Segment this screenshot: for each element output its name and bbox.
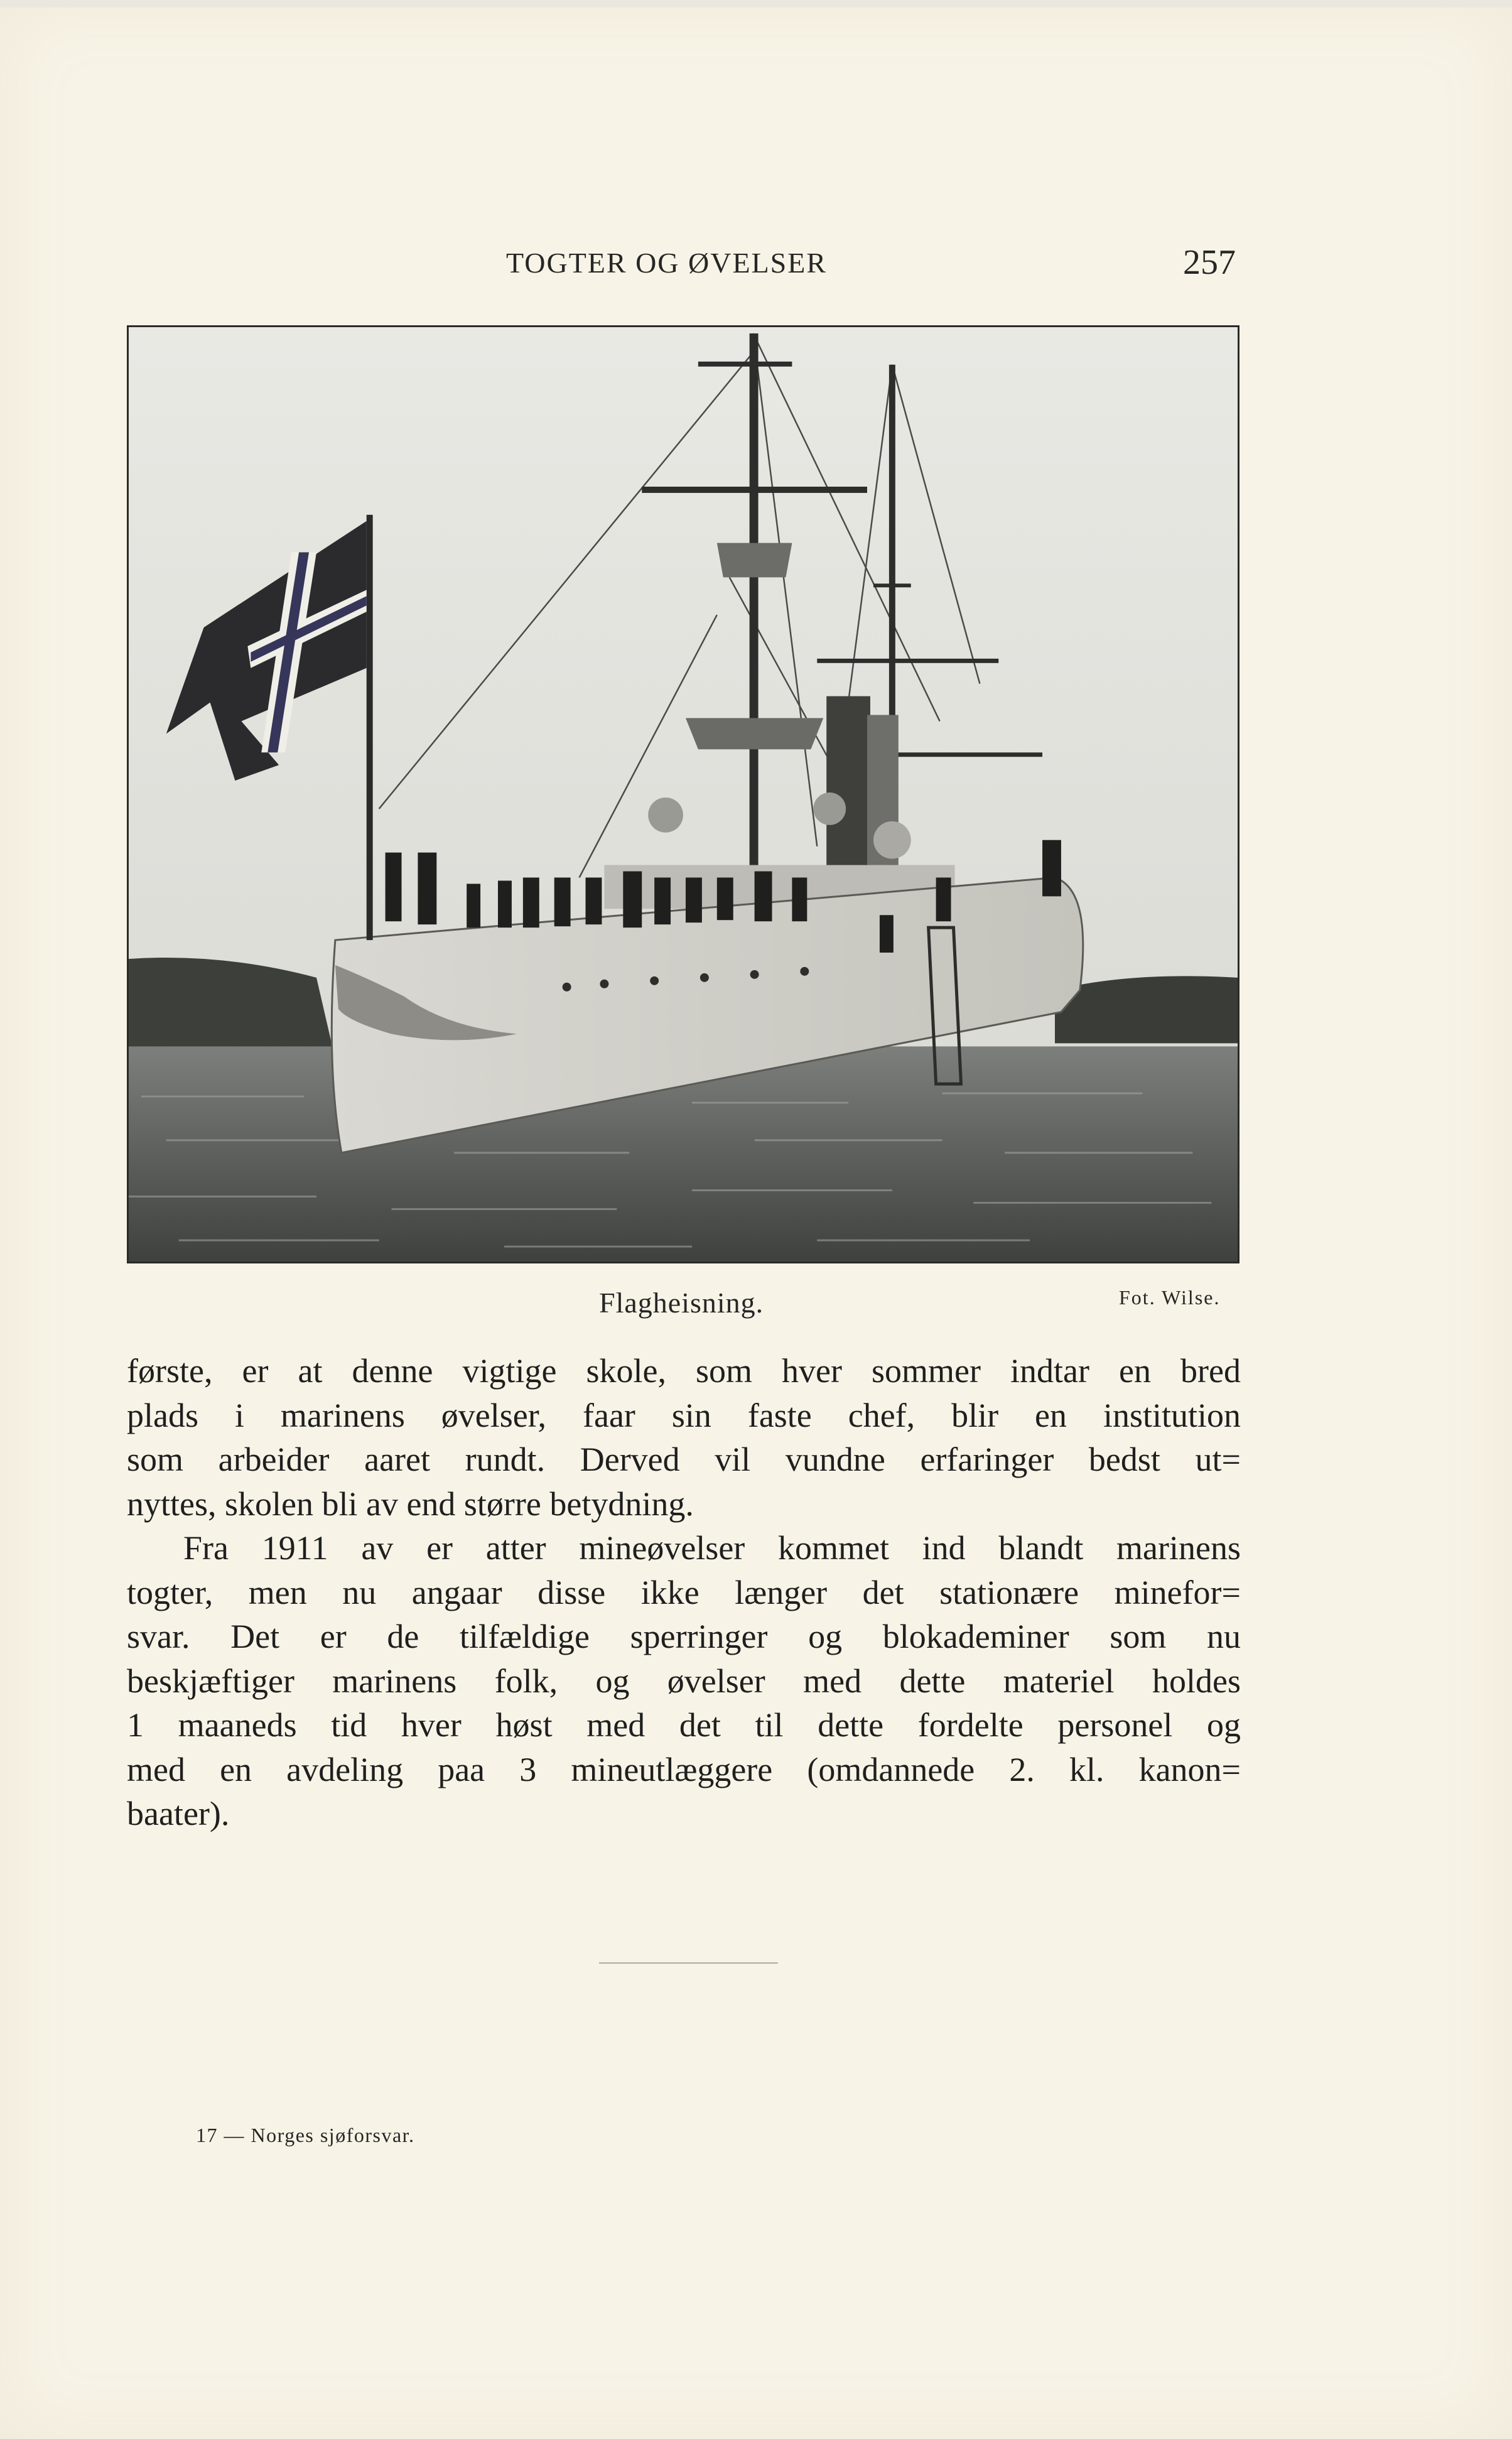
text-line: Fra 1911 av er atter mineøvelser kommet ind blandt marinens: [183, 1529, 1241, 1567]
page-top-edge: [0, 0, 1512, 8]
photo-credit: Fot. Wilse.: [1119, 1286, 1221, 1309]
text-line: togter, men nu angaar disse ikke længer det stationære minefor=: [127, 1573, 1241, 1611]
body-text: [127, 1349, 1241, 1836]
text-line: svar. Det er de tilfældige sperringer og blokademiner som nu: [127, 1618, 1241, 1655]
text-line: baater).: [127, 1795, 230, 1832]
text-line: som arbeider aaret rundt. Derved vil vundne erfaringer bedst ut=: [127, 1441, 1241, 1478]
right-shoreline: [1055, 976, 1238, 1043]
foremast: [750, 333, 759, 878]
text-line: 1 maaneds tid hver høst med det til dette fordelte personel og: [127, 1706, 1241, 1744]
running-head: TOGTER OG ØVELSER: [506, 247, 828, 279]
text-line: nyttes, skolen bli av end større betydning.: [127, 1484, 694, 1523]
page-number: 257: [1183, 243, 1236, 282]
funnel: [826, 696, 870, 872]
ship-illustration: [129, 327, 1238, 1262]
text-line: beskjæftiger marinens folk, og øvelser med dette materiel holdes: [127, 1662, 1241, 1700]
flagstaff: [367, 515, 373, 940]
ship-photograph: [127, 325, 1239, 1263]
signature-mark: 17 — Norges sjøforsvar.: [196, 2124, 415, 2146]
text-line: første, er at denne vigtige skole, som hver sommer indtar en bred: [127, 1352, 1241, 1390]
section-divider: [599, 1962, 778, 1964]
figure-caption: Flagheisning.: [599, 1287, 764, 1319]
fighting-top: [717, 543, 792, 578]
text-line: med en avdeling paa 3 mineutlæggere (omdannede 2. kl. kanon=: [127, 1750, 1241, 1788]
text-line: plads i marinens øvelser, faar sin faste chef, blir en institution: [127, 1396, 1241, 1434]
